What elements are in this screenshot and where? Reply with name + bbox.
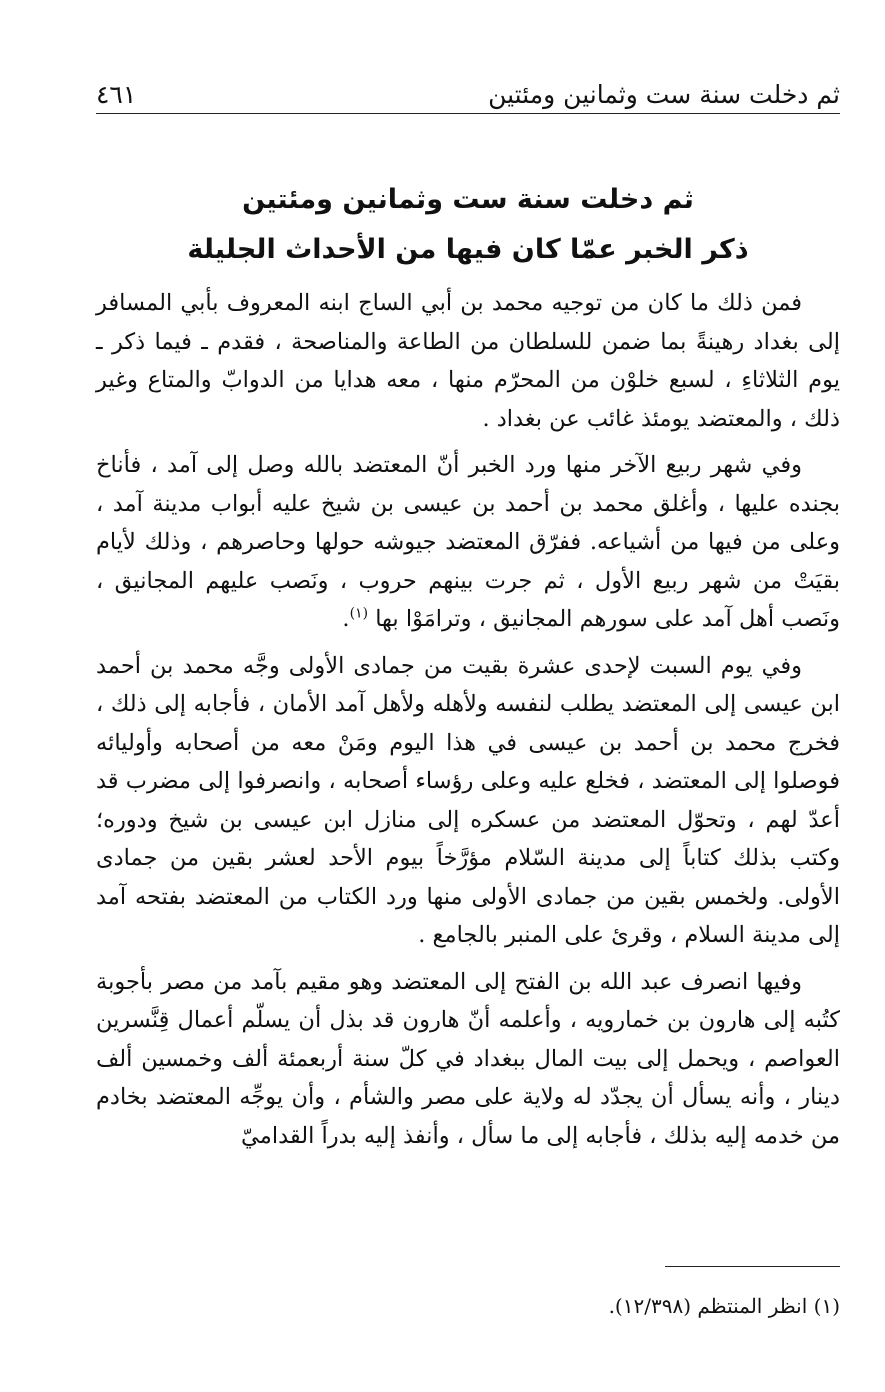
paragraph-1	[96, 284, 840, 438]
footnote-reference[interactable]: (١)	[349, 605, 369, 622]
running-header	[96, 70, 840, 114]
paragraph-text: فمن ذلك ما كان من توجيه محمد بن أبي الساج ابنه المعروف بأبي المسافر إلى بغداد رهينةً بما ضمن للسلطان من الطاعة والمناصحة ، فقدم ـ فيما ذكر ـ يوم الثلاثاءِ ، لسبع خلوْن من المحرّم منها ، معه هدايا من الدوابّ والمتاع وغير ذلك ، والمعتضد يومئذ غائب عن بغداد .	[96, 290, 840, 432]
paragraph-text: وفيها انصرف عبد الله بن الفتح إلى المعتضد وهو مقيم بآمد من مصر بأجوبة كتُبه إلى هارون بن خمارويه ، وأعلمه أنّ هارون قد بذل أن يسلّم أعمال قِنَّسرين العواصم ، ويحمل إلى بيت المال ببغداد في كلّ سنة أربعمئة ألف وخمسين ألف دينار ، وأنه يسأل أن يجدّد له ولاية على مصر والشأم ، وأن يوجِّه المعتضد بخادم من خدمه إليه بذلك ، فأجابه إلى ما سأل ، وأنفذ إليه بدراً القداميّ	[96, 968, 840, 1149]
section-subtitle: ذكر الخبر عمّا كان فيها من الأحداث الجليلة	[187, 234, 749, 265]
running-title: ثم دخلت سنة ست وثمانين ومئتين	[488, 80, 840, 109]
paragraph-2	[96, 446, 840, 639]
chapter-title: ثم دخلت سنة ست وثمانين ومئتين	[242, 184, 694, 215]
footnote: (١) انظر المنتظم (١٢/٣٩٨).	[608, 1294, 840, 1318]
paragraph-end-mark: .	[342, 606, 350, 632]
paragraph-text: وفي شهر ربيع الآخر منها ورد الخبر أنّ المعتضد بالله وصل إلى آمد ، فأناخ بجنده عليها ، وأغلق محمد بن أحمد بن عيسى بن شيخ عليه أبواب مدينة آمد ، وعلى من فيها من أشياعه. ففرّق المعتضد جيوشه حولها وحاصرهم ، وذلك لأيام بقيَتْ من شهر ربيع الأول ، ثم جرت بينهم حروب ، ونَصب عليهم المجانيق ، ونَصب أهل آمد على سورهم المجانيق ، وترامَوْا بها	[96, 452, 840, 632]
page-number: ٤٦١	[96, 80, 137, 109]
paragraph-4	[96, 963, 840, 1156]
footnote-divider	[665, 1266, 840, 1267]
body-text	[96, 284, 840, 1163]
paragraph-text: وفي يوم السبت لإحدى عشرة بقيت من جمادى الأولى وجَّه محمد بن أحمد ابن عيسى إلى المعتضد يطلب لنفسه ولأهله ولأهل آمد الأمان ، فأجابه إلى ذلك ، فخرج محمد بن أحمد بن عيسى في هذا اليوم ومَنْ معه من أصحابه وأوليائه فوصلوا إلى المعتضد ، فخلع عليه وعلى رؤساء أصحابه ، وانصرفوا إلى مضرب قد أعدّ لهم ، وتحوّل المعتضد من عسكره إلى منازل ابن عيسى بن شيخ ودوره؛ وكتب بذلك كتاباً إلى مدينة السّلام مؤرَّخاً بيوم الأحد لعشر بقين من جمادى الأولى. ولخمس بقين من جمادى الأولى منها ورد الكتاب من المعتضد بفتحه آمد إلى مدينة السلام ، وقرئ على المنبر بالجامع .	[96, 652, 840, 948]
paragraph-3	[96, 647, 840, 955]
